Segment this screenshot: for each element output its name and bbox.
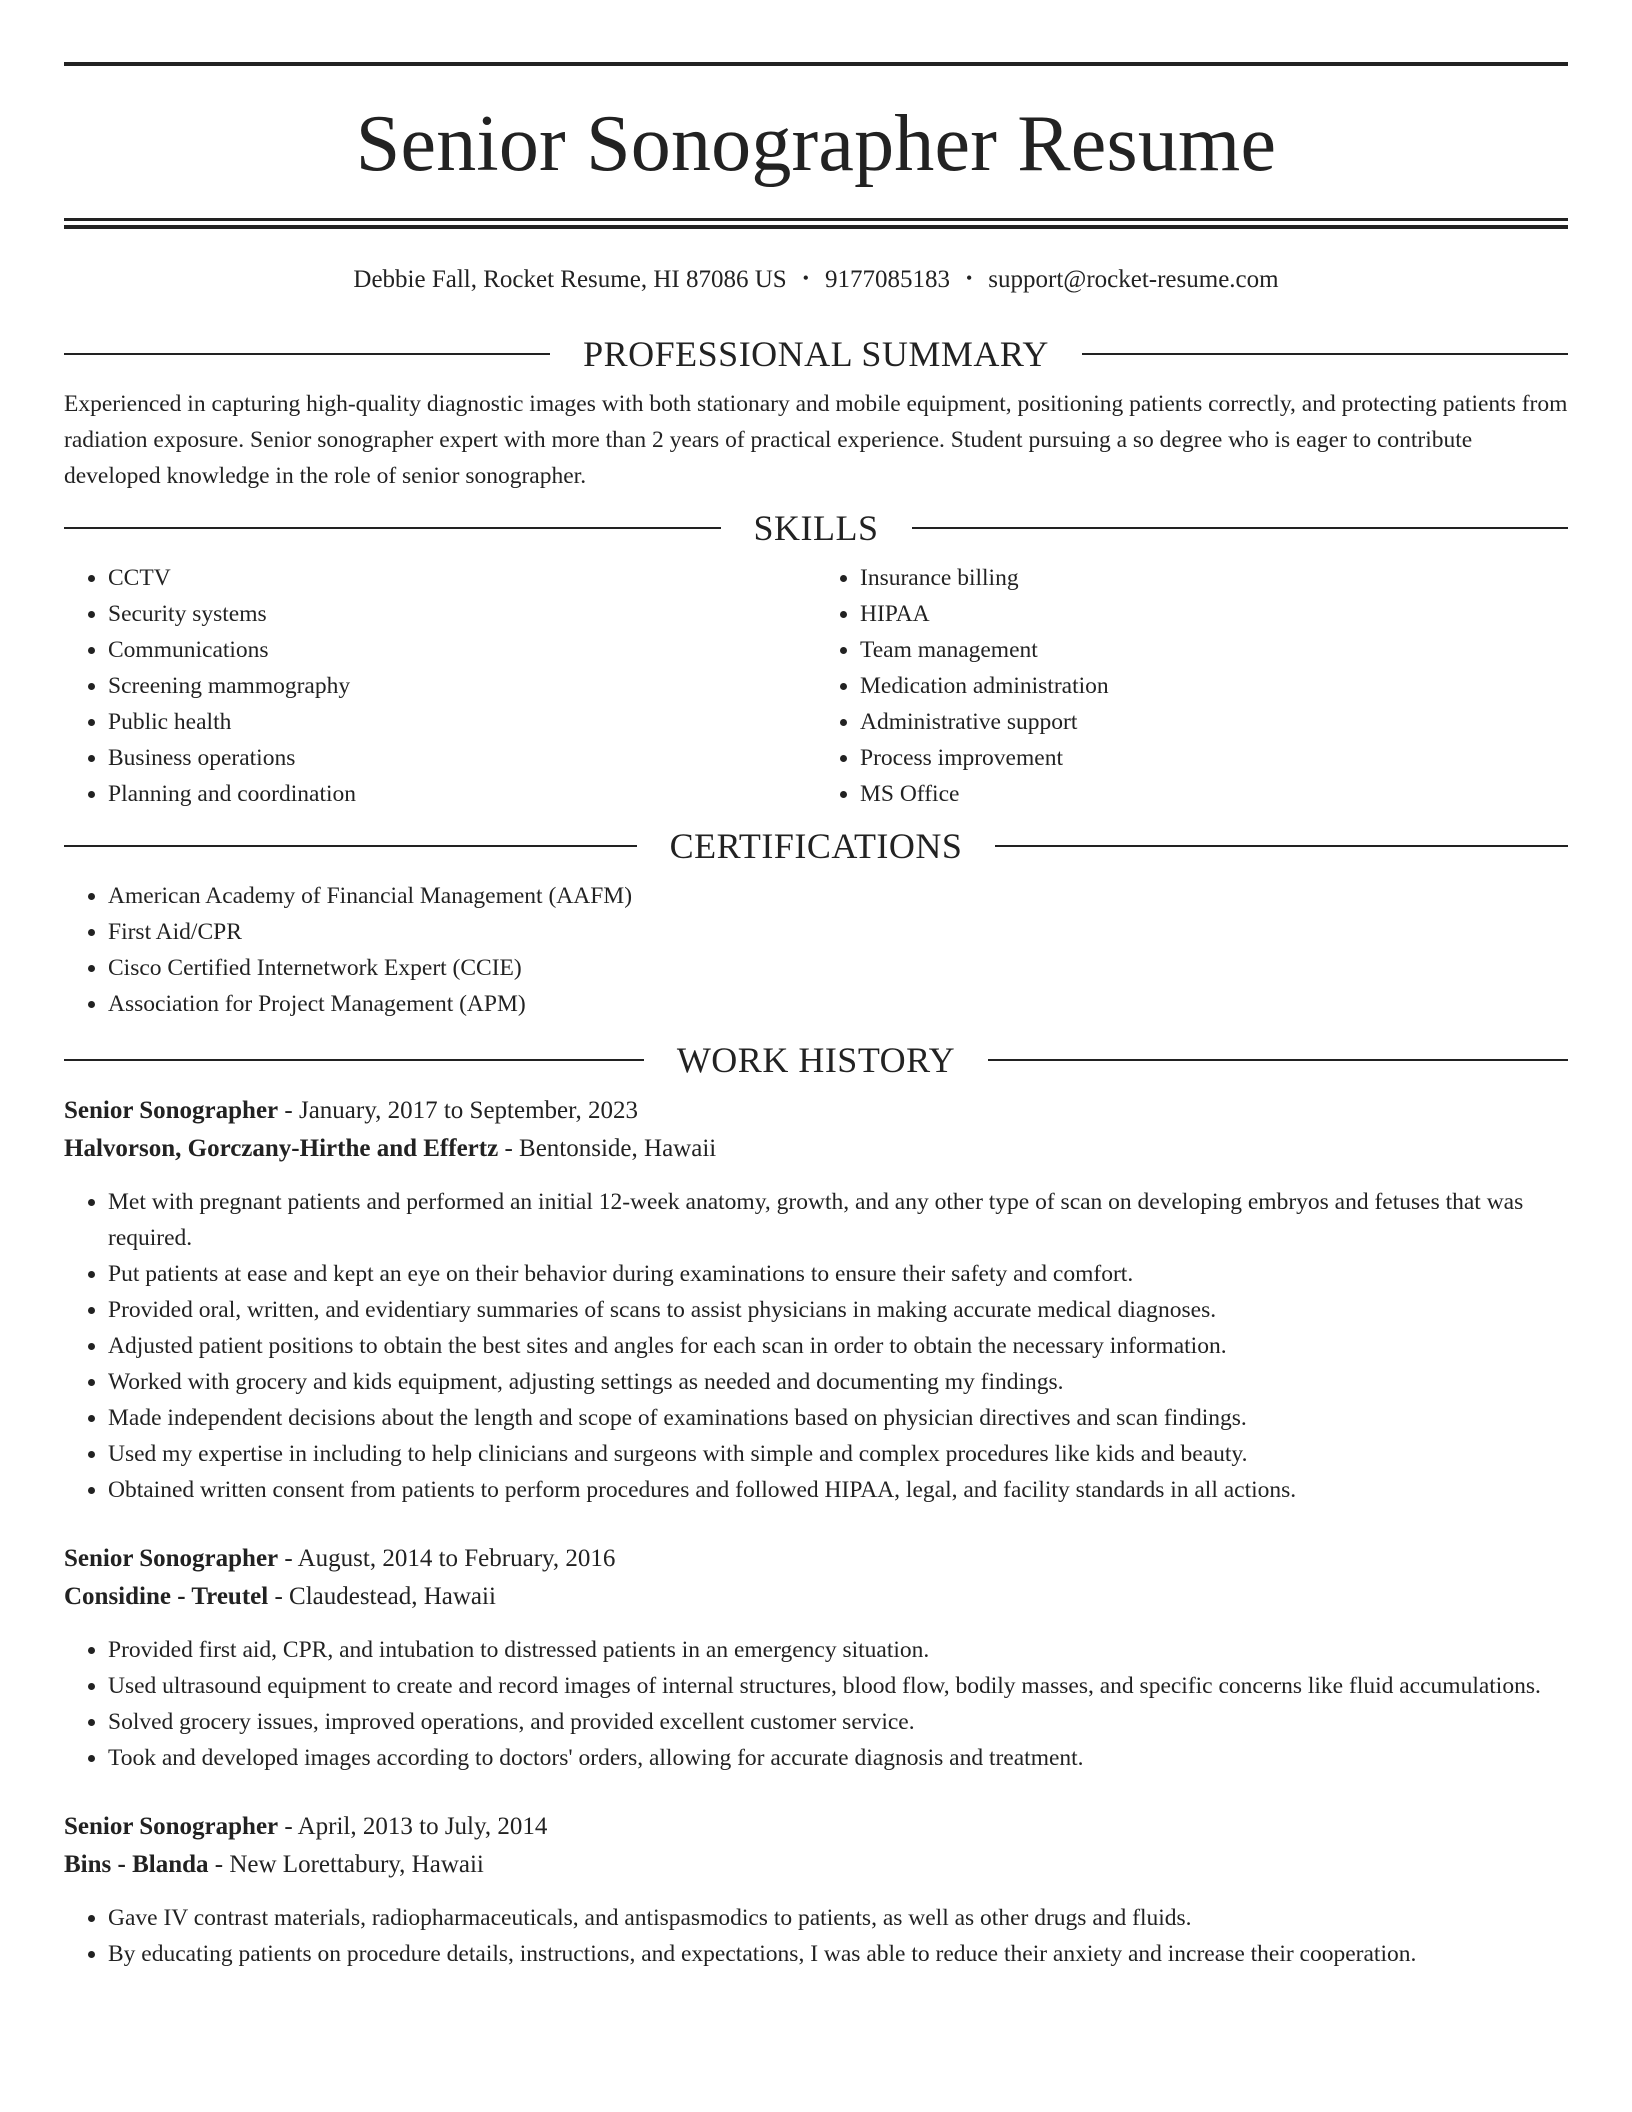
job-company-line: [64, 1130, 1568, 1168]
job-title: Senior Sonographer: [64, 1813, 279, 1840]
skills-list-left: [64, 560, 816, 812]
job-bullet: • Used ultrasound equipment to create and record images of internal structures, blood flow, bodily masses, and specific concerns like fluid accumulations.: [108, 1668, 1568, 1704]
job-bullet: • Obtained written consent from patients to perform procedures and followed HIPAA, legal, and facility standards in all actions.: [108, 1472, 1568, 1508]
job-company: Halvorson, Gorczany-Hirthe and Effertz: [64, 1135, 499, 1162]
skill-item: • Process improvement: [860, 740, 1568, 776]
job-location: - Claudestead, Hawaii: [268, 1583, 496, 1610]
job-entry: [64, 1540, 1568, 1776]
job-company: Considine - Treutel: [64, 1583, 269, 1610]
job-entry: [64, 1808, 1568, 1972]
contact-address: Debbie Fall, Rocket Resume, HI 87086 US: [353, 266, 787, 293]
section-heading-certifications: [64, 828, 1568, 864]
job-bullet: • Made independent decisions about the length and scope of examinations based on physician directives and scan findings.: [108, 1400, 1568, 1436]
job-bullet: • Worked with grocery and kids equipment, adjusting settings as needed and documenting my findings.: [108, 1364, 1568, 1400]
divider-line: [64, 527, 721, 529]
skill-item: • Administrative support: [860, 704, 1568, 740]
skill-item: • CCTV: [108, 560, 816, 596]
job-dates: - January, 2017 to September, 2023: [278, 1097, 638, 1124]
page-title: Senior Sonographer Resume: [355, 100, 1277, 188]
section-heading-summary: [64, 336, 1568, 372]
job-title: Senior Sonographer: [64, 1097, 279, 1124]
job-title-line: [64, 1808, 1568, 1846]
certification-item: • Cisco Certified Internetwork Expert (CCIE): [108, 950, 1568, 986]
skill-item: • Public health: [108, 704, 816, 740]
job-title: Senior Sonographer: [64, 1545, 279, 1572]
section-title: SKILLS: [753, 508, 879, 548]
job-bullet: • Met with pregnant patients and performed an initial 12-week anatomy, growth, and any other type of scan on developing embryos and fetuses that was required.: [108, 1184, 1568, 1256]
section-heading-work: [64, 1042, 1568, 1078]
skill-item: • HIPAA: [860, 596, 1568, 632]
job-bullet: • Solved grocery issues, improved operations, and provided excellent customer service.: [108, 1704, 1568, 1740]
skills-columns: [64, 560, 1568, 812]
job-bullets: [64, 1184, 1568, 1508]
job-bullet: • Took and developed images according to doctors' orders, allowing for accurate diagnosis and treatment.: [108, 1740, 1568, 1776]
certification-item: • American Academy of Financial Management (AAFM): [108, 878, 1568, 914]
certification-item: • Association for Project Management (APM): [108, 986, 1568, 1022]
contact-line: [64, 267, 1568, 292]
job-location: - Bentonside, Hawaii: [498, 1135, 717, 1162]
skill-item: • Security systems: [108, 596, 816, 632]
section-heading-skills: [64, 510, 1568, 546]
job-dates: - April, 2013 to July, 2014: [278, 1813, 548, 1840]
divider-line: [912, 527, 1569, 529]
job-company-line: [64, 1578, 1568, 1616]
job-bullet: • By educating patients on procedure details, instructions, and expectations, I was able to reduce their anxiety and increase their cooperation.: [108, 1936, 1568, 1972]
divider-line: [1082, 353, 1568, 355]
job-bullets: [64, 1632, 1568, 1776]
job-bullet: • Gave IV contrast materials, radiopharmaceuticals, and antispasmodics to patients, as well as other drugs and fluids.: [108, 1900, 1568, 1936]
divider-line: [64, 845, 637, 847]
skill-item: • Insurance billing: [860, 560, 1568, 596]
section-title: PROFESSIONAL SUMMARY: [583, 334, 1049, 374]
job-entry: [64, 1092, 1568, 1508]
job-bullets: [64, 1900, 1568, 1972]
skill-item: • Team management: [860, 632, 1568, 668]
job-title-line: [64, 1540, 1568, 1578]
certification-item: • First Aid/CPR: [108, 914, 1568, 950]
divider-line: [988, 1059, 1568, 1061]
job-location: - New Lorettabury, Hawaii: [208, 1851, 484, 1878]
divider-line: [64, 353, 550, 355]
skill-item: • Medication administration: [860, 668, 1568, 704]
skill-item: • MS Office: [860, 776, 1568, 812]
title-double-rule: [64, 218, 1568, 229]
contact-email: support@rocket-resume.com: [988, 266, 1279, 293]
certifications-list: [64, 878, 1568, 1022]
summary-text: Experienced in capturing high-quality diagnostic images with both stationary and mobile equipment, positioning patients correctly, and protecting patients from radiation exposure. Senior sonographer expert with more than 2 years of practical experience. Student pursuing a so degree who is eager to contribute developed knowledge in the role of senior sonographer.: [64, 391, 1568, 489]
contact-phone: 9177085183: [824, 266, 950, 293]
skill-item: • Planning and coordination: [108, 776, 816, 812]
skill-item: • Screening mammography: [108, 668, 816, 704]
work-history: [64, 1092, 1568, 1972]
section-title: WORK HISTORY: [676, 1040, 956, 1080]
job-company: Bins - Blanda: [64, 1851, 209, 1878]
job-bullet: • Put patients at ease and kept an eye on their behavior during examinations to ensure their safety and comfort.: [108, 1256, 1568, 1292]
skill-item: • Business operations: [108, 740, 816, 776]
job-bullet: • Provided oral, written, and evidentiary summaries of scans to assist physicians in making accurate medical diagnoses.: [108, 1292, 1568, 1328]
job-company-line: [64, 1846, 1568, 1884]
job-dates: - August, 2014 to February, 2016: [278, 1545, 616, 1572]
skills-list-right: [816, 560, 1568, 812]
divider-line: [64, 1059, 644, 1061]
job-title-line: [64, 1092, 1568, 1130]
contact-separator: •: [802, 268, 809, 288]
divider-line: [995, 845, 1568, 847]
skill-item: • Communications: [108, 632, 816, 668]
job-bullet: • Used my expertise in including to help clinicians and surgeons with simple and complex procedures like kids and beauty.: [108, 1436, 1568, 1472]
job-bullet: • Adjusted patient positions to obtain the best sites and angles for each scan in order to obtain the necessary information.: [108, 1328, 1568, 1364]
section-title: CERTIFICATIONS: [669, 826, 963, 866]
contact-separator: •: [965, 268, 973, 288]
job-bullet: • Provided first aid, CPR, and intubation to distressed patients in an emergency situation.: [108, 1632, 1568, 1668]
